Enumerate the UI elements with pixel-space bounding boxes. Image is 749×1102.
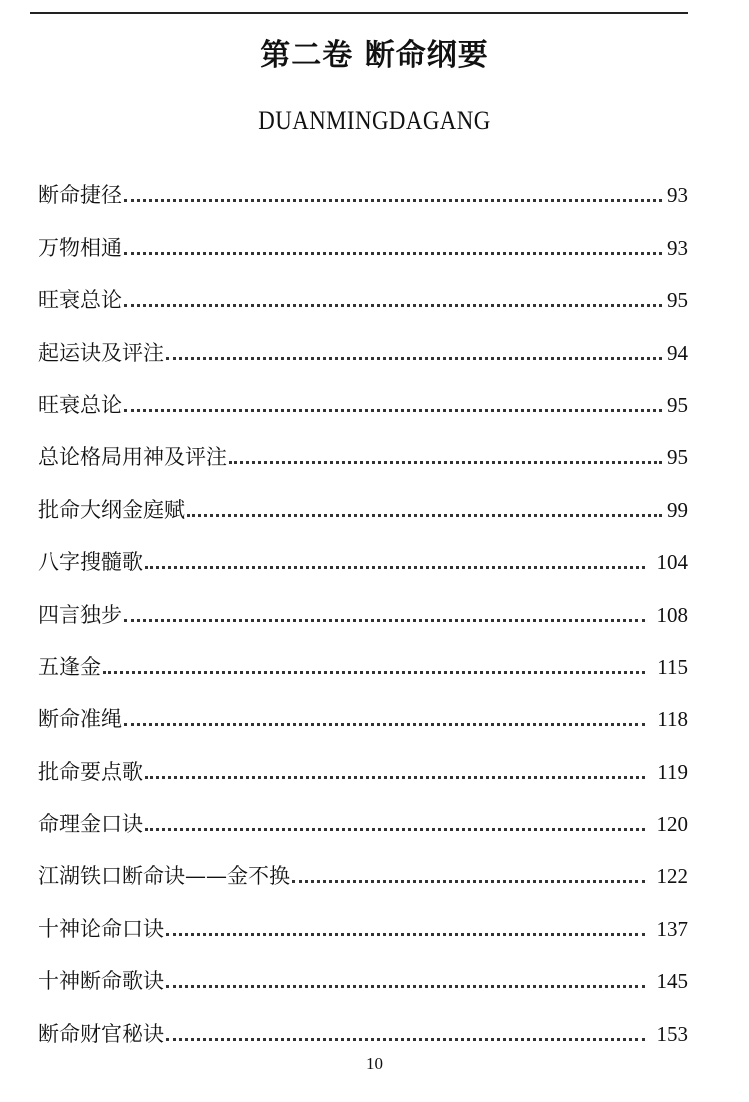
toc-entry-page: 99 — [667, 497, 688, 522]
toc-entry-title: 旺衰总论 — [38, 392, 122, 417]
toc-entry[interactable] — [38, 480, 688, 532]
toc-entry-page: 120 — [656, 812, 688, 837]
page-title: 第二卷 断命纲要 — [260, 38, 489, 73]
toc-entry-title: 断命准绳 — [38, 707, 122, 732]
toc-entry[interactable] — [38, 533, 688, 585]
toc-entry-page: 95 — [667, 288, 688, 313]
page-subtitle: DUANMINGDAGANG — [258, 106, 491, 135]
toc-entry-title: 四言独步 — [38, 602, 122, 627]
dot-leader — [145, 776, 645, 779]
toc-entry-page: 94 — [667, 340, 688, 365]
toc-entry[interactable] — [38, 271, 688, 323]
toc-entry[interactable] — [38, 376, 688, 428]
table-of-contents — [38, 166, 688, 1057]
toc-entry-title: 十神论命口诀 — [38, 916, 164, 941]
toc-entry-page: 108 — [656, 602, 688, 627]
toc-entry[interactable] — [38, 899, 688, 951]
toc-entry-title: 断命财官秘诀 — [38, 1021, 164, 1046]
dot-leader — [145, 828, 645, 831]
toc-entry[interactable] — [38, 847, 688, 899]
dot-leader — [166, 357, 662, 360]
dot-leader — [124, 723, 645, 726]
dot-leader — [124, 252, 662, 255]
toc-entry-title: 十神断命歌诀 — [38, 969, 164, 994]
toc-entry-page: 137 — [656, 916, 688, 941]
toc-entry-title: 旺衰总论 — [38, 288, 122, 313]
dot-leader — [166, 1038, 645, 1041]
toc-entry-title: 江湖铁口断命诀——金不换 — [38, 864, 290, 889]
toc-entry-title: 批命要点歌 — [38, 759, 143, 784]
toc-entry-title: 命理金口诀 — [38, 812, 143, 837]
toc-entry-page: 119 — [657, 759, 688, 784]
toc-entry-page: 122 — [656, 864, 688, 889]
page-number: 10 — [366, 1054, 383, 1073]
dot-leader — [166, 933, 645, 936]
toc-entry[interactable] — [38, 428, 688, 480]
toc-entry-page: 93 — [667, 183, 688, 208]
toc-entry-page: 118 — [657, 707, 688, 732]
toc-entry-title: 五逢金 — [38, 654, 101, 679]
toc-entry-title: 断命捷径 — [38, 183, 122, 208]
toc-entry[interactable] — [38, 218, 688, 270]
toc-entry-page: 153 — [656, 1021, 688, 1046]
toc-entry-title: 万物相通 — [38, 235, 122, 260]
top-rule — [30, 12, 688, 14]
toc-entry[interactable] — [38, 638, 688, 690]
toc-entry-page: 95 — [667, 392, 688, 417]
dot-leader — [145, 566, 645, 569]
toc-entry[interactable] — [38, 166, 688, 218]
toc-entry-page: 115 — [657, 654, 688, 679]
dot-leader — [124, 304, 662, 307]
toc-entry[interactable] — [38, 795, 688, 847]
toc-entry-page: 95 — [667, 445, 688, 470]
dot-leader — [124, 199, 662, 202]
toc-entry-title: 八字搜髓歌 — [38, 550, 143, 575]
toc-entry[interactable] — [38, 690, 688, 742]
dot-leader — [229, 461, 662, 464]
toc-entry[interactable] — [38, 323, 688, 375]
toc-entry-page: 145 — [656, 969, 688, 994]
dot-leader — [124, 409, 662, 412]
toc-entry-page: 93 — [667, 235, 688, 260]
toc-entry[interactable] — [38, 742, 688, 794]
dot-leader — [187, 514, 662, 517]
toc-entry-title: 总论格局用神及评注 — [38, 445, 227, 470]
toc-entry-title: 批命大纲金庭赋 — [38, 497, 185, 522]
toc-entry-title: 起运诀及评注 — [38, 340, 164, 365]
toc-entry-page: 104 — [656, 550, 688, 575]
dot-leader — [124, 619, 645, 622]
toc-entry[interactable] — [38, 585, 688, 637]
dot-leader — [103, 671, 645, 674]
toc-entry[interactable] — [38, 952, 688, 1004]
dot-leader — [292, 880, 645, 883]
dot-leader — [166, 985, 645, 988]
toc-entry[interactable] — [38, 1004, 688, 1056]
